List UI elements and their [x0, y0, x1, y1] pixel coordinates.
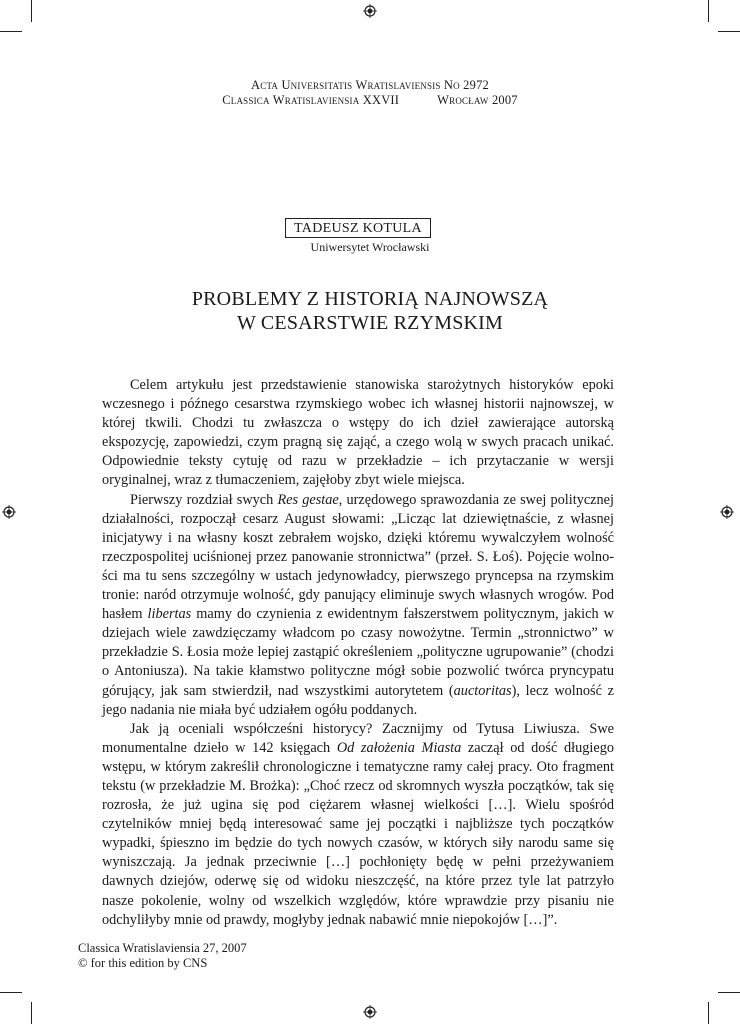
series-line [0, 93, 740, 108]
crop-mark-top-right-h [718, 31, 740, 32]
registration-mark-icon [720, 505, 734, 519]
footer-citation: Classica Wratislaviensia 27, 2007 [78, 941, 247, 955]
crop-mark-bottom-right-h [718, 992, 740, 993]
registration-mark-icon [2, 505, 16, 519]
registration-mark-icon [363, 4, 377, 18]
text-run: Jak ją oceniali współcześni historycy? Zacznijmy od Tytusa Liwiusza. Swe monumentalne dzieło w 142 księgach [102, 720, 614, 756]
text-run: , urzędowego sprawozdania ze swej politycznej działalności, rozpoczął cesarz August słowami: „Licząc lat dziewiętnaście, z własnej inicjatywy i na własny koszt zebrałem wojsko, dzięki któremu wywalczyłem wolność rzeczpospolitej uciśnionej przez panowanie stronnictwa” (przeł. S. Łoś). Pojęcie wolności ma tu sens szczególny w ustach jedynowładcy, pierwszego pryncepsa na rzymskim tronie: naród otrzymuje wolność, gdy panujący eliminuje swych własnych wrogów. Pod hasłem [102, 491, 614, 623]
series-name: Classica Wratislaviensia XXVII [222, 93, 400, 107]
author-affiliation: Uniwersytet Wrocławski [310, 240, 430, 254]
running-header [0, 78, 740, 108]
registration-mark-icon [363, 1005, 377, 1019]
paragraph-2 [102, 491, 614, 720]
footer-copyright: © for this edition by CNS [78, 956, 208, 970]
paragraph-3 [102, 720, 614, 930]
text-run: Pierwszy rozdział swych [130, 491, 278, 508]
italic-text: Od założenia Miasta [336, 739, 462, 756]
crop-mark-top-left-h [0, 31, 22, 32]
author-name: TADEUSZ KOTULA [285, 218, 431, 238]
italic-text: libertas [147, 606, 192, 623]
page-footer [78, 941, 247, 971]
crop-mark-bottom-left-h [0, 992, 22, 993]
text-run: mamy do czynienia z ewidentnym fałszerstwem politycznym, jakich w dziejach wiele zawdzięczamy władcom po czasy nowożytne. Termin „stronnictwo” w przekładzie S. Łosia może lepiej zastąpić określeniem „polityczne ugrupowanie” (chodzi o Antoniusza). Na takie kłamstwo polityczne mógł sobie pozwolić twórca pryncypatu górujący, jak sam stwierdził, nad wszystkimi autorytetem ( [102, 606, 614, 699]
title-line-1: PROBLEMY Z HISTORIĄ NAJNOWSZĄ [191, 288, 549, 310]
title-line-2: W CESARSTWIE RZYMSKIM [236, 312, 504, 334]
article-title [0, 287, 740, 335]
crop-mark-top-right [708, 0, 709, 22]
text-run: ), lecz wolność z jego nadania nie miała być udziałem ogółu poddanych. [102, 682, 614, 718]
article-body [102, 376, 614, 930]
publication-place: Wrocław 2007 [437, 93, 518, 107]
italic-text: Res gestae [277, 491, 339, 508]
crop-mark-top-left [31, 0, 32, 22]
crop-mark-bottom-right [708, 1002, 709, 1024]
journal-line: Acta Universitatis Wratislaviensis No 2972 [251, 78, 489, 92]
crop-mark-bottom-left [31, 1002, 32, 1024]
paragraph-1: Celem artykułu jest przedstawienie stanowiska starożytnych historyków epoki wczesnego i późnego cesarstwa rzymskiego wobec ich własnej historii najnowszej, w której tkwili. Chodzi tu zwłaszcza o wstępy do ich dzieł zawierające autorską ekspozycję, zapowiedzi, czym pragną się zająć, a czego wolą w swych pracach unikać. Odpowiednie teksty cytuję od razu w przekładzie – ich przytaczanie w wersji oryginalnej, wraz z tłumaczeniem, zajęłoby zbyt wiele miejsca. [102, 377, 614, 489]
italic-text: auctoritas [453, 682, 512, 699]
text-run: zaczął od dość długiego wstępu, w którym zakreślił chronologiczne i tematyczne ramy całej pracy. Oto fragment tekstu (w przekładzie M. Brożka): „Choć rzecz od skromnych wyszła początków, tak się rozrosła, że już ugina się pod ciężarem własnej wielkości […]. Wielu spośród czytelników mniej będą interesować same jej początki i najbliższe tych początków wypadki, śpieszno im będzie do tych nowych czasów, w których siły narodu same się wyniszczają. Ja jednak przeciwnie […] pochłonięty będę w pełni przeżywaniem dawnych dziejów, oderwę się od widoku nieszczęść, na które przez tyle lat patrzyło nasze pokolenie, wolny od wszelkich względów, które wprawdzie przy pisaniu nie odchyliłyby mnie od prawdy, mogłyby jednak nabawić mnie niepokojów […]”. [102, 739, 614, 928]
